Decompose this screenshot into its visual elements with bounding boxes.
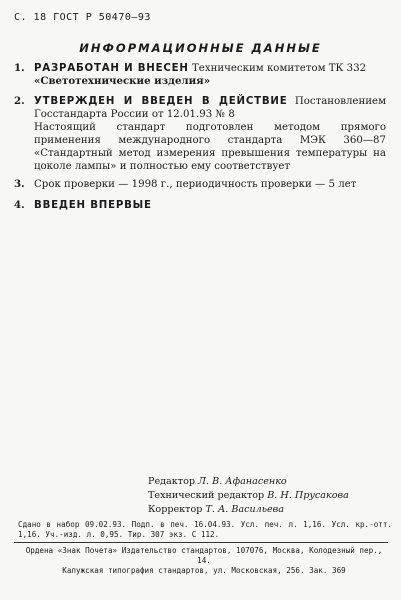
item-body bbox=[34, 178, 386, 191]
printer-line: Калужская типография стандартов, ул. Московская, 256. Зак. 369 bbox=[62, 566, 346, 575]
page-title: ИНФОРМАЦИОННЫЕ ДАННЫЕ bbox=[79, 41, 322, 55]
editorial-credits bbox=[148, 475, 349, 517]
item-number: 1. bbox=[14, 62, 25, 74]
item-number: 2. bbox=[14, 95, 25, 107]
item-text: Срок проверки — 1998 г., периодичность проверки — 5 лет bbox=[34, 179, 357, 190]
proofreader-role: Корректор bbox=[148, 504, 203, 515]
info-item-2 bbox=[14, 95, 386, 173]
proofreader-name: Т. А. Васильева bbox=[205, 504, 284, 515]
proofreader-line bbox=[148, 503, 349, 517]
info-item-3 bbox=[14, 178, 386, 191]
item-heading: ВВЕДЕН ВПЕРВЫЕ bbox=[34, 200, 152, 211]
tech-editor-role: Технический редактор bbox=[148, 490, 265, 501]
item-body bbox=[34, 199, 386, 212]
info-item-4 bbox=[14, 199, 386, 212]
editor-name: Л. В. Афанасенко bbox=[198, 476, 287, 487]
item-number: 3. bbox=[14, 178, 25, 190]
tech-editor-line bbox=[148, 489, 349, 503]
item-text: Постановлением Госстандарта России от 12.01.93 № 8 bbox=[34, 96, 386, 120]
item-committee-name: «Светотехнические изделия» bbox=[34, 75, 211, 87]
publisher-line: Ордена «Знак Почета» Издательство стандартов, 107076, Москва, Колодезный пер., 14. bbox=[25, 546, 383, 565]
item-heading: РАЗРАБОТАН И ВНЕСЕН bbox=[34, 63, 189, 74]
item-body bbox=[34, 62, 386, 88]
item-body bbox=[34, 95, 386, 173]
tech-editor-name: В. Н. Прусакова bbox=[267, 490, 349, 501]
divider bbox=[14, 542, 388, 543]
running-head: С. 18 ГОСТ Р 50470—93 bbox=[14, 12, 151, 23]
item-heading: УТВЕРЖДЕН И ВВЕДЕН В ДЕЙСТВИЕ bbox=[34, 96, 288, 107]
item-text: Техническим комитетом ТК 332 bbox=[188, 63, 367, 74]
print-imprint: Сдано в набор 09.02.93. Подп. в печ. 16.04.93. Усл. печ. л. 1,16. Усл. кр.-отт. 1,16. Уч.-изд. л. 0,95. Тир. 307 экз. С 112. bbox=[18, 520, 392, 539]
editor-role: Редактор bbox=[148, 476, 195, 487]
item-note: Настоящий стандарт подготовлен методом прямого применения международного стандарта МЭК 360—87 «Стандартный метод измерения превышения температуры на цоколе лампы» и полностью ему соответствует bbox=[34, 122, 386, 172]
publisher-footer bbox=[18, 546, 390, 576]
info-item-1 bbox=[14, 62, 386, 88]
editor-line bbox=[148, 475, 349, 489]
item-number: 4. bbox=[14, 199, 25, 211]
